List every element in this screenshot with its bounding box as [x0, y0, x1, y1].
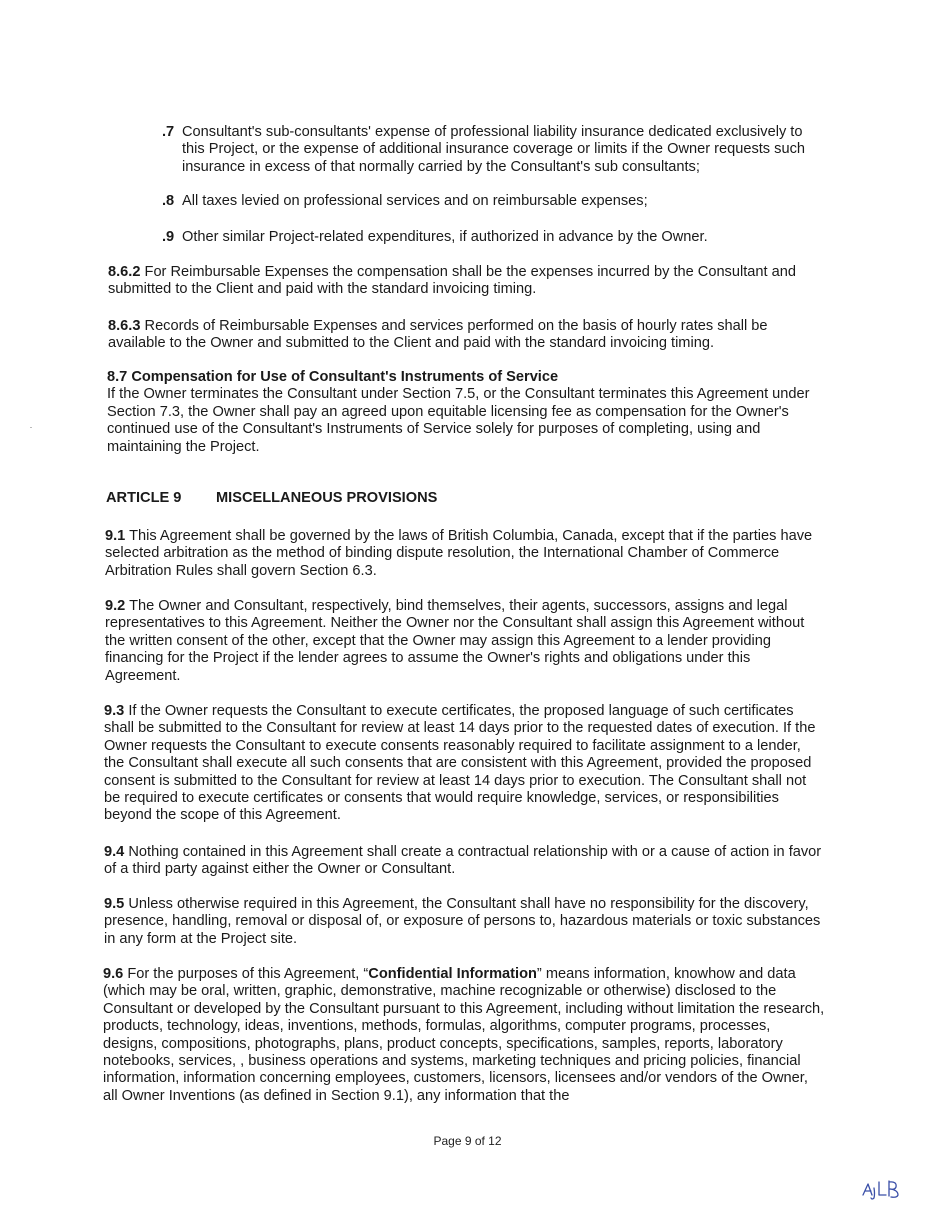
handwritten-initials-signature: [860, 1176, 910, 1204]
list-item-8: [162, 193, 822, 210]
section-text: If the Owner terminates the Consultant under Section 7.5, or the Consultant terminates this Agreement under Section 7.3, the Owner shall pay an agreed upon equitable licensing fee as compensation for the Owner's continued use of the Consultant's Instruments of Service solely for purposes of completing, using and maintaining the Project.: [107, 386, 810, 455]
section-number: 8.6.3: [108, 318, 141, 334]
section-text: If the Owner requests the Consultant to execute certificates, the proposed language of such certificates shall be submitted to the Consultant for review at least 14 days prior to the requested dates of execution. If the Owner requests the Consultant to execute consents reasonably required to facilitate assignment to a lender, the Consultant shall execute all such consents that are consistent with this Agreement, provided the proposed consent is submitted to the Consultant for review at least 14 days prior to execution. The Consultant shall not be required to execute certificates or consents that would require knowledge, services, or responsibilities beyond the scope of this Agreement.: [104, 703, 816, 824]
section-number: 9.1: [105, 528, 126, 544]
section-text-before: For the purposes of this Agreement, “: [127, 966, 369, 982]
list-item-number: .7: [162, 124, 175, 140]
article-heading: [106, 490, 437, 507]
list-item-text: All taxes levied on professional services and on reimbursable expenses;: [182, 193, 648, 209]
section-8-6-2: [108, 264, 828, 299]
section-text: Records of Reimbursable Expenses and services performed on the basis of hourly rates shall be available to the Owner and submitted to the Client and paid with the standard invoicing timing.: [108, 318, 768, 352]
list-item-7: [162, 124, 822, 176]
section-9-1: [105, 528, 825, 580]
section-number: 8.6.2: [108, 264, 141, 280]
section-number: 9.6: [103, 966, 124, 982]
list-item-text: Other similar Project-related expenditures, if authorized in advance by the Owner.: [182, 229, 708, 245]
section-9-3: [104, 703, 824, 825]
list-item-9: [162, 229, 822, 246]
list-item-text: Consultant's sub-consultants' expense of professional liability insurance dedicated exclusively to this Project, or the expense of additional insurance coverage or limits if the Owner requests such insurance in excess of that normally carried by the Consultant's sub consultants;: [182, 124, 805, 175]
article-title: MISCELLANEOUS PROVISIONS: [216, 490, 438, 506]
section-number: 9.4: [104, 844, 125, 860]
section-9-2: [105, 598, 825, 685]
article-number: ARTICLE 9: [106, 490, 182, 506]
section-9-4: [104, 844, 824, 879]
defined-term: Confidential Information: [368, 966, 537, 982]
section-number: 9.2: [105, 598, 126, 614]
section-8-7: [107, 369, 827, 456]
section-9-6: [103, 966, 825, 1105]
scan-artifact: [30, 427, 32, 428]
section-heading: 8.7 Compensation for Use of Consultant's Instruments of Service: [107, 369, 559, 385]
section-text: The Owner and Consultant, respectively, bind themselves, their agents, successors, assigns and legal representatives to this Agreement. Neither the Owner nor the Consultant shall assign this Agreement without the written consent of the other, except that the Owner may assign this Agreement to a lender providing financing for the Project if the lender agrees to assume the Owner's rights and obligations under this Agreement.: [105, 598, 805, 684]
section-text: Unless otherwise required in this Agreement, the Consultant shall have no responsibility for the discovery, presence, handling, removal or disposal of, or exposure of persons to, hazardous materials or toxic substances in any form at the Project site.: [104, 896, 821, 947]
list-item-number: .8: [162, 193, 175, 209]
section-text-after: ” means information, knowhow and data (which may be oral, written, graphic, demonstrative, machine recognizable or otherwise) disclosed to the Consultant or developed by the Consultant pursuant to this Agreement, including without limitation the research, products, technology, ideas, inventions, methods, formulas, algorithms, computer programs, processes, designs, compositions, photographs, plans, product concepts, specifications, samples, reports, laboratory notebooks, services, , business operations and systems, marketing techniques and pricing policies, financial information, information concerning employees, customers, licensors, licensees and/or vendors of the Owner, all Owner Inventions (as defined in Section 9.1), any information that the: [103, 966, 825, 1104]
page-number-footer: Page 9 of 12: [433, 1134, 502, 1148]
section-text: For Reimbursable Expenses the compensation shall be the expenses incurred by the Consultant and submitted to the Client and paid with the standard invoicing timing.: [108, 264, 796, 298]
list-item-number: .9: [162, 229, 175, 245]
section-number: 9.3: [104, 703, 125, 719]
section-8-6-3: [108, 318, 828, 353]
section-number: 9.5: [104, 896, 125, 912]
section-text: This Agreement shall be governed by the laws of British Columbia, Canada, except that if the parties have selected arbitration as the method of binding dispute resolution, the International Chamber of Commerce Arbitration Rules shall govern Section 6.3.: [105, 528, 813, 579]
section-9-5: [104, 896, 824, 948]
section-text: Nothing contained in this Agreement shall create a contractual relationship with or a cause of action in favor of a third party against either the Owner or Consultant.: [104, 844, 822, 878]
